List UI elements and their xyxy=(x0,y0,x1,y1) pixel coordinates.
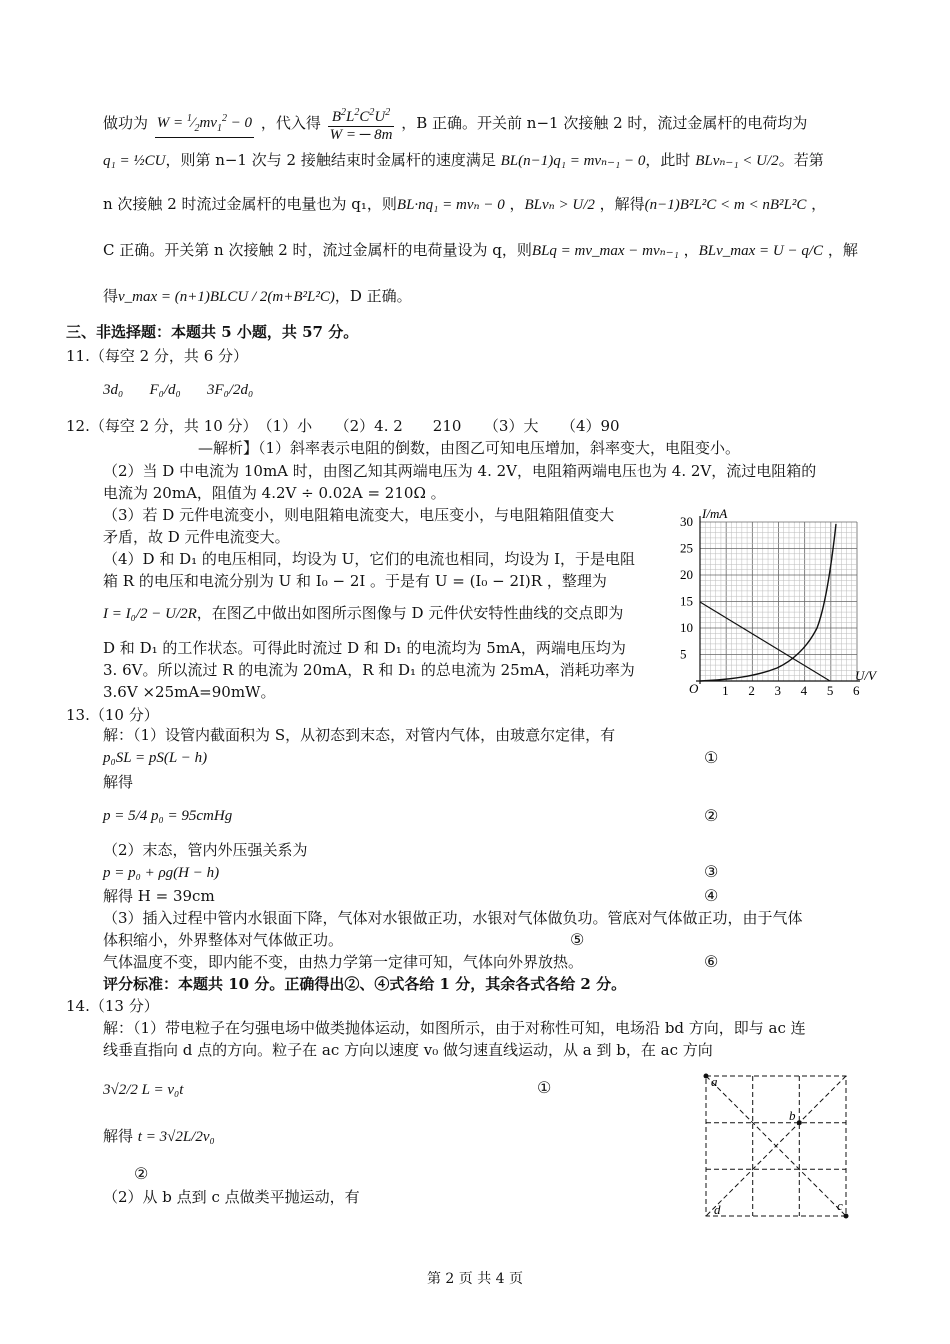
q11-answers: 3d₀ F₀/d₀ 3F₀/2d₀ xyxy=(103,382,254,398)
x-tick-label: 4 xyxy=(800,683,808,698)
text-line: 气体温度不变，即内能不变，由热力学第一定律可知，气体向外界放热。 xyxy=(103,953,584,971)
point-c xyxy=(844,1214,849,1219)
origin-label: O xyxy=(689,681,699,696)
equation: p = p₀ + ρg(H − h) xyxy=(103,865,220,881)
y-tick-label: 20 xyxy=(680,567,693,582)
label-a: a xyxy=(711,1074,718,1089)
y-axis-label: I/mA xyxy=(702,506,728,521)
x-tick-label: 6 xyxy=(853,683,860,698)
q14-heading: 14.（13 分） xyxy=(66,997,159,1015)
y-tick-label: 25 xyxy=(680,540,693,556)
text-line: 解得 H = 39cm xyxy=(103,887,215,905)
text-line: C 正确。开关第 n 次接触 2 时，流过金属杆的电荷量设为 q，则BLq = mv_max − mvₙ₋₁ ，BLv_max = U − q/C ，解 xyxy=(103,241,858,259)
text-line: 做功为 $W = ^1⁄_2mv_1^2 - 0$ ，代入得 $\frac{B^2L^2C^2U^2}{W = ─ 8m}$ ，B 正确。开关前 n−1 次接触 2 时，流过金属杆的电荷均为 xyxy=(103,104,807,144)
formula-work-result: $\frac{B^2L^2C^2U^2}{W = ─ 8m}$ xyxy=(328,104,395,144)
eq-marker: ② xyxy=(704,806,719,825)
label-c: c xyxy=(837,1198,843,1213)
q13-heading: 13.（10 分） xyxy=(66,706,159,724)
eq-marker: ⑥ xyxy=(704,952,719,971)
text-line: （3）若 D 元件电流变小，则电阻箱电流变大，电压变小，与电阻箱阻值变大 xyxy=(103,506,615,524)
score-note: 评分标准：本题共 10 分。正确得出②、④式各给 1 分，其余各式各给 2 分。 xyxy=(103,975,627,993)
q11-heading: 11.（每空 2 分，共 6 分） xyxy=(66,347,249,365)
text-line: q₁ = ½CU，则第 n−1 次与 2 接触结束时金属杆的速度满足 BL(n−1)q₁ = mvₙ₋₁ − 0，此时 BLvₙ₋₁ < U/2。若第 xyxy=(103,151,824,169)
y-tick-label: 10 xyxy=(680,620,693,635)
q12-heading: 12.（每空 2 分，共 10 分） （1）小 （2）4. 2 210 （3）大 （4）90 xyxy=(66,417,620,435)
field-grid-figure xyxy=(700,1068,856,1224)
eq-marker: ② xyxy=(134,1164,149,1183)
formula-work: $W = ^1⁄_2mv_1^2 - 0$ xyxy=(155,110,254,138)
section-heading: 三、非选择题：本题共 5 小题，共 57 分。 xyxy=(66,323,359,341)
y-tick-label: 5 xyxy=(680,646,687,662)
text-line: 3. 6V。所以流过 R 的电流为 20mA，R 和 D₁ 的总电流为 25mA，消耗功率为 xyxy=(103,661,635,679)
y-tick-label: 15 xyxy=(680,593,693,609)
text-line: 体积缩小，外界整体对气体做正功。 xyxy=(103,931,344,949)
text-line: n 次接触 2 时流过金属杆的电量也为 q₁，则BL·nq₁ = mvₙ − 0 ，BLvₙ > U/2 ，解得(n−1)B²L²C < m < nB²L²C ， xyxy=(103,195,827,213)
text-line: （4）D 和 D₁ 的电压相同，均设为 U，它们的电流也相同，均设为 I，于是电阻 xyxy=(103,550,636,568)
equation: p₀SL = pS(L − h) xyxy=(103,750,208,766)
text-line: 解得 t = 3√2L/2v₀ xyxy=(103,1127,215,1145)
text-line: （2）从 b 点到 c 点做类平抛运动，有 xyxy=(103,1188,360,1206)
text-line: （3）插入过程中管内水银面下降，气体对水银做正功，水银对气体做负功。管底对气体做正功，由于气体 xyxy=(103,909,803,927)
text-line: 电流为 20mA，阻值为 4.2V ÷ 0.02A = 210Ω 。 xyxy=(103,484,446,502)
x-tick-label: 3 xyxy=(774,683,781,698)
iv-graph xyxy=(672,498,876,708)
label-b: b xyxy=(789,1108,796,1123)
text-line: —解析】（1）斜率表示电阻的倒数，由图乙可知电压增加，斜率变大，电阻变小。 xyxy=(198,439,741,457)
page-footer: 第 2 页 共 4 页 xyxy=(426,1271,524,1287)
label-d: d xyxy=(714,1202,721,1217)
point-b xyxy=(797,1120,802,1125)
x-tick-label: 1 xyxy=(722,683,729,698)
text-line: D 和 D₁ 的工作状态。可得此时流过 D 和 D₁ 的电流均为 5mA，两端电压均为 xyxy=(103,639,626,657)
text-line: 3.6V ×25mA=90mW。 xyxy=(103,683,276,701)
text-line: 箱 R 的电压和电流分别为 U 和 I₀ − 2I 。于是有 U = (I₀ − 2I)R ，整理为 xyxy=(103,572,607,590)
text-line: I = I₀/2 − U/2R，在图乙中做出如图所示图像与 D 元件伏安特性曲线的交点即为 xyxy=(103,604,624,622)
text-line: 解：（1）带电粒子在匀强电场中做类抛体运动，如图所示，由于对称性可知，电场沿 bd 方向，即与 ac 连 xyxy=(103,1019,806,1037)
eq-marker: ① xyxy=(704,748,719,767)
text-line: 解得 xyxy=(103,773,134,791)
eq-marker: ① xyxy=(537,1078,552,1097)
text-line: （2）末态，管内外压强关系为 xyxy=(103,841,308,859)
x-axis-label: U/V xyxy=(855,668,876,683)
text-line: （2）当 D 中电流为 10mA 时，由图乙知其两端电压为 4. 2V，电阻箱两端电压也为 4. 2V，流过电阻箱的 xyxy=(103,462,817,480)
x-tick-label: 2 xyxy=(748,683,755,698)
y-tick-label: 30 xyxy=(680,514,693,529)
equation: p = 5/4 p₀ = 95cmHg xyxy=(103,808,233,824)
eq-marker: ④ xyxy=(704,886,719,905)
point-a xyxy=(704,1074,709,1079)
text-line: 矛盾，故 D 元件电流变大。 xyxy=(103,528,290,546)
equation: 3√2/2 L = v₀t xyxy=(103,1082,184,1098)
eq-marker: ③ xyxy=(704,862,719,881)
text-line: 线垂直指向 d 点的方向。粒子在 ac 方向以速度 v₀ 做匀速直线运动，从 a 到 b，在 ac 方向 xyxy=(103,1041,713,1059)
x-tick-label: 5 xyxy=(826,683,834,698)
eq-marker: ⑤ xyxy=(570,930,585,949)
text-line: 解：（1）设管内截面积为 S，从初态到末态，对管内气体，由玻意尔定律，有 xyxy=(103,726,616,744)
text-line: 得v_max = (n+1)BLCU / 2(m+B²L²C)，D 正确。 xyxy=(103,287,412,305)
load-line xyxy=(700,602,830,681)
